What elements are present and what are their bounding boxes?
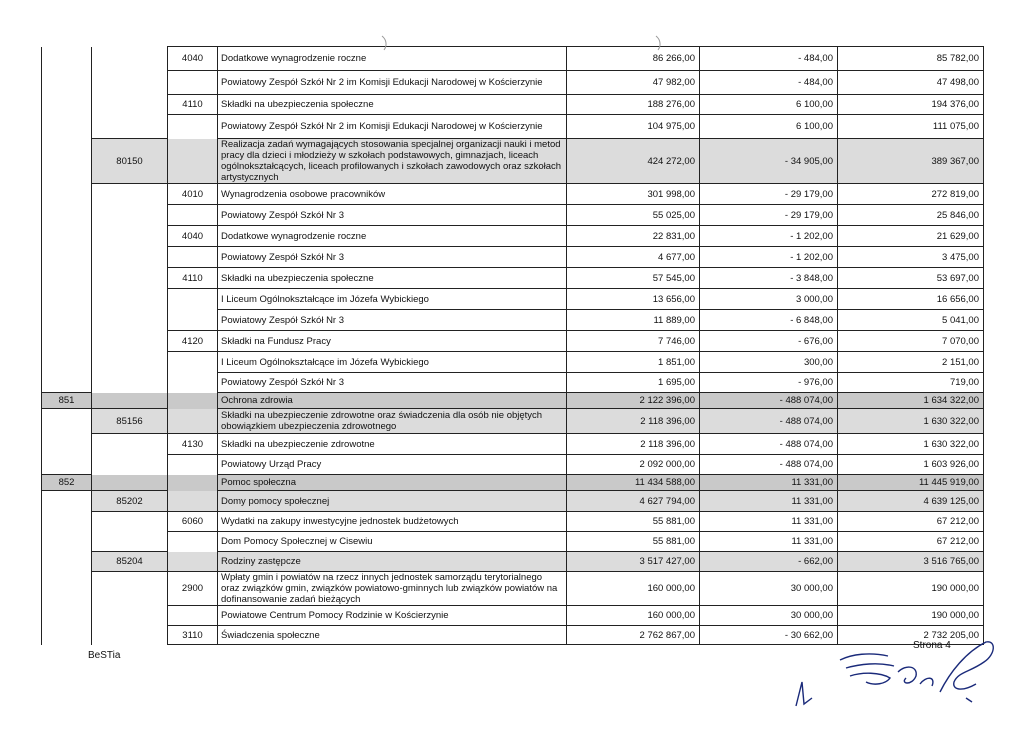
- amount-before-cell: 188 276,00: [567, 95, 700, 115]
- table-row: [42, 512, 984, 532]
- paragraph-code-cell: 4040: [168, 47, 218, 71]
- item-name-cell: Dodatkowe wynagrodzenie roczne: [218, 226, 567, 247]
- chapter-code-cell: [92, 71, 168, 95]
- amount-change-cell: - 30 662,00: [700, 626, 838, 645]
- paragraph-code-cell: [168, 475, 218, 491]
- table-row: [42, 331, 984, 352]
- amount-before-cell: 424 272,00: [567, 139, 700, 184]
- amount-change-cell: 300,00: [700, 352, 838, 373]
- amount-change-cell: - 29 179,00: [700, 184, 838, 205]
- table-row: [42, 95, 984, 115]
- section-code-cell: [42, 352, 92, 373]
- amount-after-cell: 194 376,00: [838, 95, 984, 115]
- section-code-cell: [42, 552, 92, 572]
- section-code-cell: [42, 139, 92, 184]
- chapter-code-cell: 85204: [92, 552, 168, 572]
- section-code-cell: [42, 532, 92, 552]
- chapter-code-cell: [92, 95, 168, 115]
- chapter-code-cell: [92, 532, 168, 552]
- paragraph-code-cell: 4110: [168, 95, 218, 115]
- paragraph-code-cell: [168, 409, 218, 434]
- chapter-code-cell: [92, 331, 168, 352]
- scan-mark-left: [378, 34, 392, 52]
- section-code-cell: [42, 205, 92, 226]
- table-row: [42, 352, 984, 373]
- item-name-cell: I Liceum Ogólnokształcące im Józefa Wybickiego: [218, 352, 567, 373]
- amount-change-cell: 3 000,00: [700, 289, 838, 310]
- chapter-code-cell: [92, 115, 168, 139]
- item-name-cell: Domy pomocy społecznej: [218, 491, 567, 512]
- section-code-cell: 852: [42, 475, 92, 491]
- item-name-cell: Składki na ubezpieczenia społeczne: [218, 268, 567, 289]
- page-number: Strona 4: [913, 640, 951, 651]
- section-code-cell: [42, 184, 92, 205]
- paragraph-code-cell: [168, 71, 218, 95]
- section-code-cell: [42, 626, 92, 645]
- handwritten-signatures: [790, 632, 1000, 712]
- table-row: [42, 226, 984, 247]
- chapter-code-cell: 85202: [92, 491, 168, 512]
- item-name-cell: Składki na Fundusz Pracy: [218, 331, 567, 352]
- amount-change-cell: - 29 179,00: [700, 205, 838, 226]
- section-code-cell: [42, 95, 92, 115]
- scan-mark-right: [652, 34, 666, 52]
- amount-before-cell: 57 545,00: [567, 268, 700, 289]
- paragraph-code-cell: [168, 373, 218, 393]
- amount-before-cell: 2 118 396,00: [567, 434, 700, 455]
- amount-after-cell: 389 367,00: [838, 139, 984, 184]
- chapter-code-cell: [92, 310, 168, 331]
- amount-change-cell: - 976,00: [700, 373, 838, 393]
- chapter-code-cell: [92, 475, 168, 491]
- item-name-cell: Powiatowy Zespół Szkół Nr 2 im Komisji Edukacji Narodowej w Kościerzynie: [218, 71, 567, 95]
- item-name-cell: Powiatowy Zespół Szkół Nr 3: [218, 247, 567, 268]
- paragraph-code-cell: 3110: [168, 626, 218, 645]
- paragraph-code-cell: [168, 491, 218, 512]
- section-code-cell: [42, 331, 92, 352]
- amount-change-cell: - 676,00: [700, 331, 838, 352]
- amount-after-cell: 53 697,00: [838, 268, 984, 289]
- amount-before-cell: 301 998,00: [567, 184, 700, 205]
- amount-after-cell: 67 212,00: [838, 512, 984, 532]
- budget-table: [41, 46, 984, 645]
- table-row: [42, 310, 984, 331]
- amount-after-cell: 4 639 125,00: [838, 491, 984, 512]
- paragraph-code-cell: [168, 352, 218, 373]
- amount-after-cell: 1 630 322,00: [838, 409, 984, 434]
- section-code-cell: [42, 606, 92, 626]
- table-row: [42, 606, 984, 626]
- amount-change-cell: 6 100,00: [700, 115, 838, 139]
- chapter-code-cell: [92, 205, 168, 226]
- amount-before-cell: 4 677,00: [567, 247, 700, 268]
- amount-change-cell: 30 000,00: [700, 572, 838, 606]
- paragraph-code-cell: 2900: [168, 572, 218, 606]
- amount-before-cell: 55 881,00: [567, 512, 700, 532]
- item-name-cell: Powiatowy Urząd Pracy: [218, 455, 567, 475]
- amount-before-cell: 13 656,00: [567, 289, 700, 310]
- section-code-cell: [42, 268, 92, 289]
- amount-before-cell: 4 627 794,00: [567, 491, 700, 512]
- item-name-cell: Realizacja zadań wymagających stosowania specjalnej organizacji nauki i metod pracy dla dzieci i młodzieży w szkołach podstawowych, gimnazjach, liceach ogólnokształcących, liceach profilowanych i szkołach zawodowych oraz szkołach artystycznych: [218, 139, 567, 184]
- item-name-cell: Powiatowy Zespół Szkół Nr 2 im Komisji Edukacji Narodowej w Kościerzynie: [218, 115, 567, 139]
- table-row: [42, 393, 984, 409]
- amount-before-cell: 55 025,00: [567, 205, 700, 226]
- item-name-cell: Świadczenia społeczne: [218, 626, 567, 645]
- table-row: [42, 455, 984, 475]
- section-code-cell: [42, 572, 92, 606]
- footer-software-label: BeSTia: [88, 650, 121, 661]
- amount-change-cell: - 488 074,00: [700, 455, 838, 475]
- item-name-cell: Wydatki na zakupy inwestycyjne jednostek budżetowych: [218, 512, 567, 532]
- section-code-cell: [42, 289, 92, 310]
- table-row: [42, 475, 984, 491]
- section-code-cell: [42, 373, 92, 393]
- paragraph-code-cell: 4040: [168, 226, 218, 247]
- budget-table-body: [42, 47, 984, 645]
- amount-after-cell: 3 516 765,00: [838, 552, 984, 572]
- table-row: [42, 491, 984, 512]
- amount-after-cell: 25 846,00: [838, 205, 984, 226]
- amount-after-cell: 719,00: [838, 373, 984, 393]
- amount-after-cell: 85 782,00: [838, 47, 984, 71]
- chapter-code-cell: [92, 393, 168, 409]
- amount-after-cell: 67 212,00: [838, 532, 984, 552]
- table-row: [42, 115, 984, 139]
- table-row: [42, 47, 984, 71]
- table-row: [42, 373, 984, 393]
- paragraph-code-cell: 6060: [168, 512, 218, 532]
- paragraph-code-cell: [168, 552, 218, 572]
- section-code-cell: [42, 512, 92, 532]
- section-code-cell: [42, 455, 92, 475]
- amount-change-cell: - 484,00: [700, 71, 838, 95]
- section-code-cell: [42, 310, 92, 331]
- amount-after-cell: 5 041,00: [838, 310, 984, 331]
- paragraph-code-cell: [168, 115, 218, 139]
- chapter-code-cell: [92, 247, 168, 268]
- amount-before-cell: 11 434 588,00: [567, 475, 700, 491]
- amount-before-cell: 55 881,00: [567, 532, 700, 552]
- table-row: [42, 247, 984, 268]
- amount-change-cell: 11 331,00: [700, 491, 838, 512]
- paragraph-code-cell: 4120: [168, 331, 218, 352]
- chapter-code-cell: [92, 47, 168, 71]
- amount-after-cell: 1 630 322,00: [838, 434, 984, 455]
- amount-after-cell: 3 475,00: [838, 247, 984, 268]
- chapter-code-cell: [92, 226, 168, 247]
- amount-before-cell: 2 118 396,00: [567, 409, 700, 434]
- paragraph-code-cell: 4110: [168, 268, 218, 289]
- amount-before-cell: 160 000,00: [567, 572, 700, 606]
- amount-after-cell: 2 151,00: [838, 352, 984, 373]
- amount-before-cell: 22 831,00: [567, 226, 700, 247]
- table-row: [42, 139, 984, 184]
- chapter-code-cell: [92, 512, 168, 532]
- table-row: [42, 289, 984, 310]
- amount-after-cell: 190 000,00: [838, 572, 984, 606]
- amount-change-cell: 11 331,00: [700, 512, 838, 532]
- item-name-cell: I Liceum Ogólnokształcące im Józefa Wybickiego: [218, 289, 567, 310]
- amount-before-cell: 160 000,00: [567, 606, 700, 626]
- item-name-cell: Składki na ubezpieczenia społeczne: [218, 95, 567, 115]
- chapter-code-cell: [92, 572, 168, 606]
- item-name-cell: Składki na ubezpieczenie zdrowotne: [218, 434, 567, 455]
- amount-change-cell: 11 331,00: [700, 475, 838, 491]
- section-code-cell: [42, 247, 92, 268]
- chapter-code-cell: [92, 455, 168, 475]
- amount-change-cell: 6 100,00: [700, 95, 838, 115]
- section-code-cell: [42, 226, 92, 247]
- item-name-cell: Ochrona zdrowia: [218, 393, 567, 409]
- amount-change-cell: - 488 074,00: [700, 434, 838, 455]
- item-name-cell: Wpłaty gmin i powiatów na rzecz innych jednostek samorządu terytorialnego oraz związków gmin, związków powiatowo-gminnych lub związków powiatów na dofinansowanie zadań bieżących: [218, 572, 567, 606]
- paragraph-code-cell: 4010: [168, 184, 218, 205]
- item-name-cell: Powiatowy Zespół Szkół Nr 3: [218, 373, 567, 393]
- amount-before-cell: 2 762 867,00: [567, 626, 700, 645]
- paragraph-code-cell: [168, 393, 218, 409]
- item-name-cell: Rodziny zastępcze: [218, 552, 567, 572]
- table-row: [42, 572, 984, 606]
- item-name-cell: Powiatowe Centrum Pomocy Rodzinie w Kościerzynie: [218, 606, 567, 626]
- section-code-cell: [42, 491, 92, 512]
- section-code-cell: [42, 115, 92, 139]
- amount-after-cell: 111 075,00: [838, 115, 984, 139]
- amount-after-cell: 1 603 926,00: [838, 455, 984, 475]
- amount-before-cell: 3 517 427,00: [567, 552, 700, 572]
- item-name-cell: Dom Pomocy Społecznej w Cisewiu: [218, 532, 567, 552]
- item-name-cell: Wynagrodzenia osobowe pracowników: [218, 184, 567, 205]
- amount-after-cell: 11 445 919,00: [838, 475, 984, 491]
- amount-change-cell: - 1 202,00: [700, 226, 838, 247]
- table-row: [42, 184, 984, 205]
- amount-change-cell: - 484,00: [700, 47, 838, 71]
- amount-before-cell: 7 746,00: [567, 331, 700, 352]
- section-code-cell: [42, 71, 92, 95]
- item-name-cell: Powiatowy Zespół Szkół Nr 3: [218, 205, 567, 226]
- amount-before-cell: 2 092 000,00: [567, 455, 700, 475]
- amount-change-cell: - 6 848,00: [700, 310, 838, 331]
- item-name-cell: Składki na ubezpieczenie zdrowotne oraz świadczenia dla osób nie objętych obowiązkiem ubezpieczenia zdrowotnego: [218, 409, 567, 434]
- table-row: [42, 434, 984, 455]
- amount-before-cell: 11 889,00: [567, 310, 700, 331]
- amount-before-cell: 104 975,00: [567, 115, 700, 139]
- chapter-code-cell: [92, 434, 168, 455]
- amount-change-cell: 30 000,00: [700, 606, 838, 626]
- chapter-code-cell: 85156: [92, 409, 168, 434]
- section-code-cell: [42, 409, 92, 434]
- section-code-cell: [42, 47, 92, 71]
- item-name-cell: Dodatkowe wynagrodzenie roczne: [218, 47, 567, 71]
- amount-change-cell: 11 331,00: [700, 532, 838, 552]
- table-row: [42, 71, 984, 95]
- amount-before-cell: 2 122 396,00: [567, 393, 700, 409]
- paragraph-code-cell: [168, 205, 218, 226]
- chapter-code-cell: [92, 352, 168, 373]
- amount-before-cell: 86 266,00: [567, 47, 700, 71]
- item-name-cell: Pomoc społeczna: [218, 475, 567, 491]
- item-name-cell: Powiatowy Zespół Szkół Nr 3: [218, 310, 567, 331]
- amount-after-cell: 7 070,00: [838, 331, 984, 352]
- chapter-code-cell: [92, 268, 168, 289]
- paragraph-code-cell: [168, 532, 218, 552]
- paragraph-code-cell: [168, 289, 218, 310]
- chapter-code-cell: [92, 184, 168, 205]
- amount-after-cell: 21 629,00: [838, 226, 984, 247]
- table-row: [42, 409, 984, 434]
- amount-after-cell: 272 819,00: [838, 184, 984, 205]
- chapter-code-cell: [92, 289, 168, 310]
- amount-change-cell: - 1 202,00: [700, 247, 838, 268]
- amount-change-cell: - 488 074,00: [700, 409, 838, 434]
- chapter-code-cell: [92, 626, 168, 645]
- amount-change-cell: - 488 074,00: [700, 393, 838, 409]
- section-code-cell: [42, 434, 92, 455]
- amount-change-cell: - 662,00: [700, 552, 838, 572]
- chapter-code-cell: 80150: [92, 139, 168, 184]
- amount-change-cell: - 34 905,00: [700, 139, 838, 184]
- paragraph-code-cell: [168, 606, 218, 626]
- table-row: [42, 205, 984, 226]
- chapter-code-cell: [92, 606, 168, 626]
- paragraph-code-cell: [168, 310, 218, 331]
- amount-after-cell: 47 498,00: [838, 71, 984, 95]
- amount-after-cell: 16 656,00: [838, 289, 984, 310]
- amount-change-cell: - 3 848,00: [700, 268, 838, 289]
- amount-before-cell: 1 851,00: [567, 352, 700, 373]
- paragraph-code-cell: [168, 139, 218, 184]
- table-row: [42, 552, 984, 572]
- chapter-code-cell: [92, 373, 168, 393]
- section-code-cell: 851: [42, 393, 92, 409]
- amount-after-cell: 190 000,00: [838, 606, 984, 626]
- table-row: [42, 268, 984, 289]
- paragraph-code-cell: 4130: [168, 434, 218, 455]
- table-row: [42, 532, 984, 552]
- amount-before-cell: 47 982,00: [567, 71, 700, 95]
- paragraph-code-cell: [168, 247, 218, 268]
- amount-after-cell: 1 634 322,00: [838, 393, 984, 409]
- paragraph-code-cell: [168, 455, 218, 475]
- amount-after-cell: 2 732 205,00: [838, 626, 984, 645]
- amount-before-cell: 1 695,00: [567, 373, 700, 393]
